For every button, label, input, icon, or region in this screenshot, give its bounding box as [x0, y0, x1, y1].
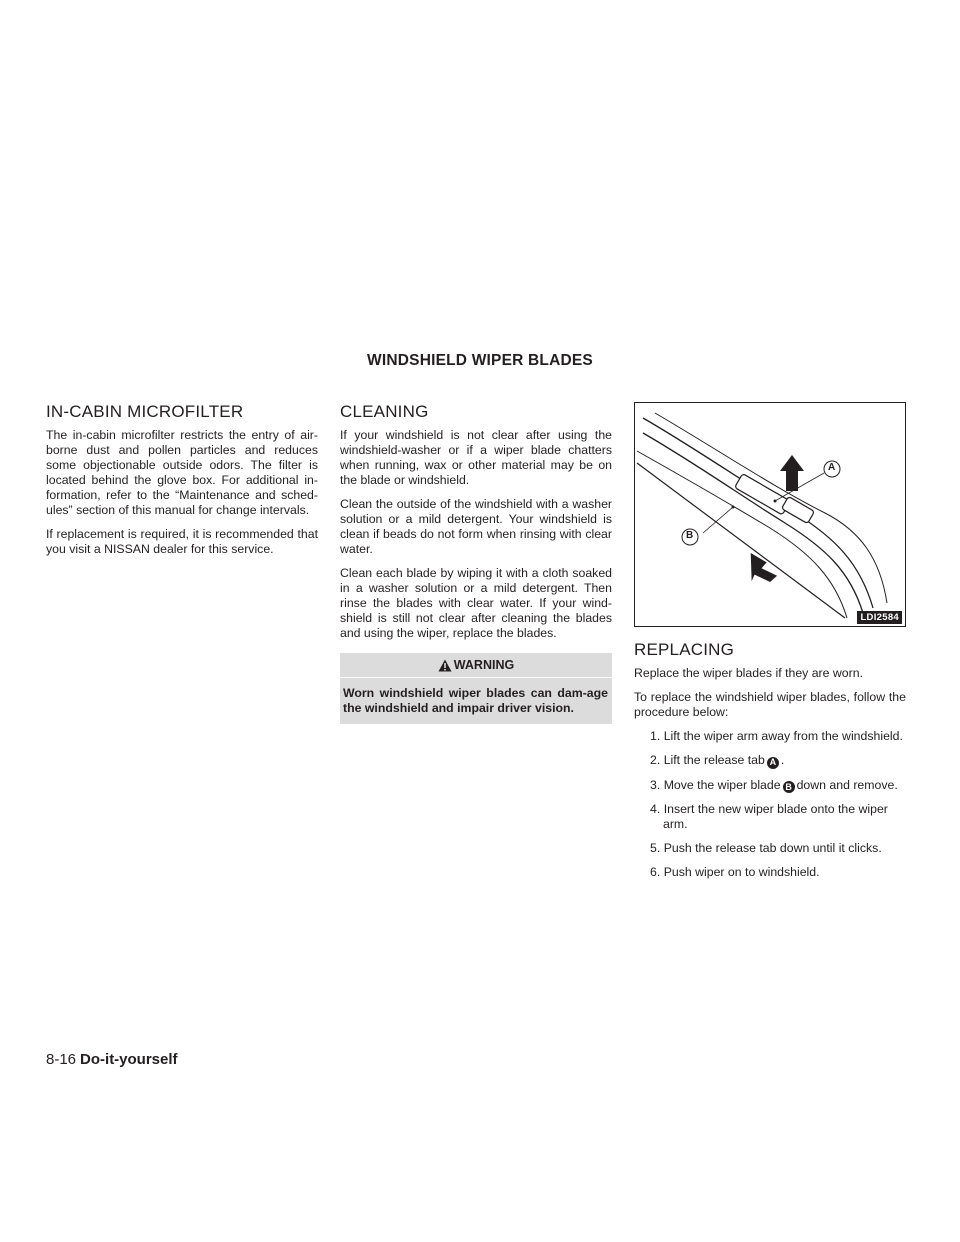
replacing-column: [634, 402, 906, 889]
cleaning-paragraph-2: Clean the outside of the windshield with a washer solution or a mild detergent. Your windshield is clean if beads do not form when rinsing with clear water.: [340, 497, 612, 556]
warning-box: [340, 653, 612, 724]
cleaning-column: [340, 402, 612, 724]
cleaning-heading: CLEANING: [340, 402, 429, 421]
microfilter-heading: IN-CABIN MICROFILTER: [46, 402, 244, 421]
microfilter-paragraph-1: The in-cabin microfilter restricts the entry of air-borne dust and pollen particles and reduces some objectionable outside odors. The filter is located behind the glove box. For additional in-formation, refer to the “Maintenance and sched-ules” section of this manual for change intervals.: [46, 428, 318, 517]
step-item: 2. Lift the release tab A .: [650, 753, 785, 767]
microfilter-column: [46, 402, 318, 566]
warning-label: WARNING: [453, 658, 515, 672]
figure-code: LDI2584: [857, 611, 902, 624]
wiper-blade-figure: [634, 402, 906, 627]
replacing-paragraph-2: To replace the windshield wiper blades, follow the procedure below:: [634, 690, 906, 719]
warning-header: [340, 653, 612, 678]
page-number: 8-16: [46, 1051, 77, 1068]
replacing-paragraph-1: Replace the wiper blades if they are worn.: [634, 666, 863, 680]
step-item: 5. Push the release tab down until it clicks.: [650, 841, 882, 855]
figure-label-b: B: [686, 530, 694, 541]
figure-label-a: A: [828, 462, 836, 473]
warning-text: Worn windshield wiper blades can dam-age the windshield and impair driver vision.: [343, 686, 608, 715]
callout-a-icon: A: [767, 757, 779, 769]
section-title: WINDSHIELD WIPER BLADES: [367, 352, 593, 369]
callout-b-icon: B: [783, 781, 795, 793]
microfilter-paragraph-2: If replacement is required, it is recommended that you visit a NISSAN dealer for this service.: [46, 527, 318, 556]
chapter-name: Do-it-yourself: [80, 1051, 178, 1068]
wiper-blade-illustration: [635, 403, 905, 626]
warning-triangle-icon: [438, 659, 452, 672]
cleaning-paragraph-1: If your windshield is not clear after using the windshield-washer or if a wiper blade chatters when running, wax or other material may be on the blade or windshield.: [340, 428, 612, 487]
page-footer: [46, 1051, 178, 1068]
cleaning-paragraph-3: Clean each blade by wiping it with a cloth soaked in a washer solution or a mild detergent. Then rinse the blades with clear water. If your wind-shield is still not clear after cleaning the blades and using the wiper, replace the blades.: [340, 566, 612, 640]
replacing-steps: [634, 729, 906, 880]
step-item: 6. Push wiper on to windshield.: [650, 865, 820, 879]
replacing-heading: REPLACING: [634, 640, 735, 659]
step-item: 1. Lift the wiper arm away from the windshield.: [650, 729, 903, 743]
step-item: 3. Move the wiper blade B down and remove.: [650, 777, 898, 792]
step-item: 4. Insert the new wiper blade onto the wiper arm.: [650, 802, 888, 831]
